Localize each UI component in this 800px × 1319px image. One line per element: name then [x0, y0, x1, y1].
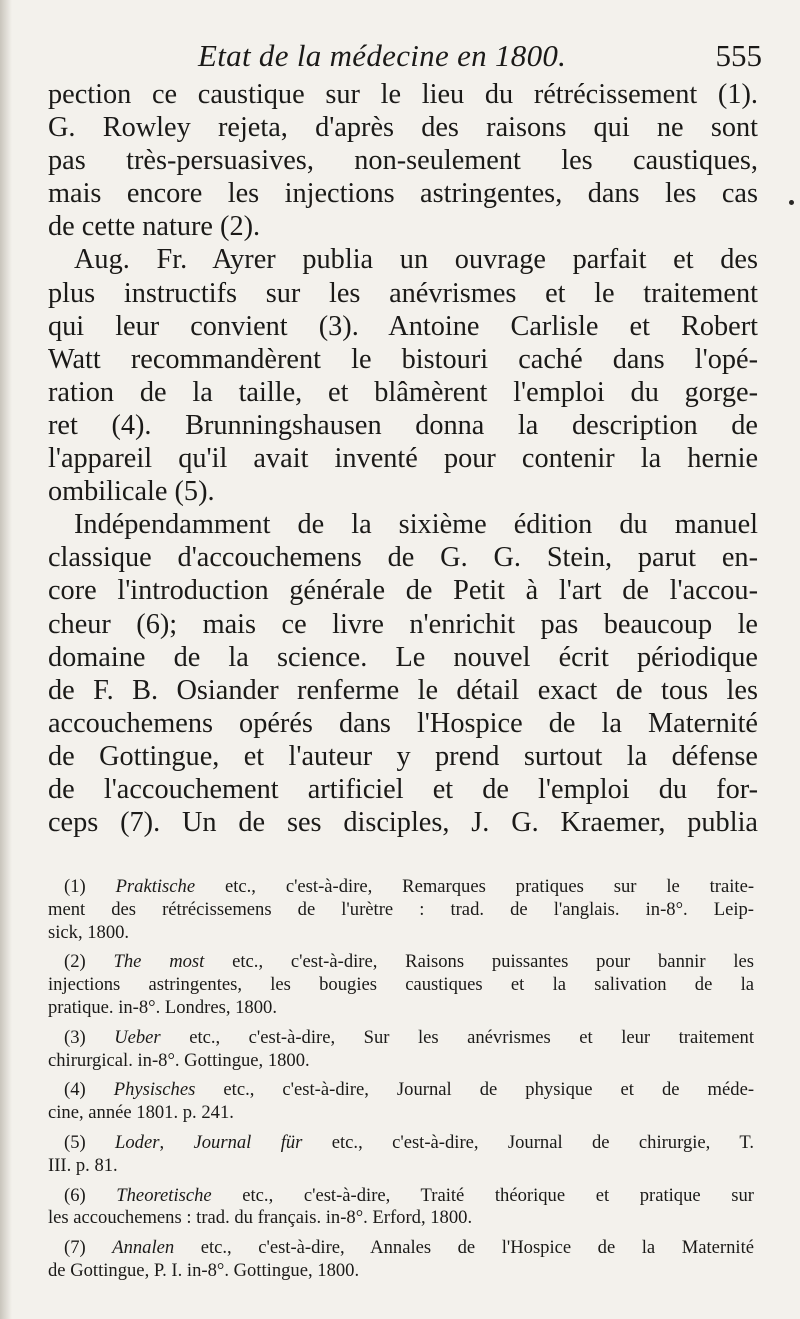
footnote-line: pratique. in-8°. Londres, 1800. [48, 996, 277, 1018]
footnote-title: Loder [115, 1131, 160, 1153]
text-line: de l'accouchement artificiel et de l'emploi du for- [48, 773, 758, 805]
footnote-text: etc., c'est-à-dire, Raisons puissantes pour bannir les [232, 951, 754, 973]
page-number: 555 [715, 38, 762, 73]
text-line: cheur (6); mais ce livre n'enrichit pas beaucoup le [48, 608, 758, 640]
text-line: de Gottingue, et l'auteur y prend surtout la défense [48, 740, 758, 772]
footnote-number: (5) [64, 1131, 86, 1153]
footnote-number: (3) [64, 1026, 86, 1048]
footnote-text: etc., c'est-à-dire, Remarques pratiques sur le traite- [224, 876, 755, 897]
text-line: mais encore les injections astringentes, dans les cas [48, 178, 758, 210]
footnote-line: cine, année 1801. p. 241. [48, 1102, 234, 1124]
footnote-text: etc., c'est-à-dire, Journal de chirurgie, T. [331, 1131, 754, 1153]
footnote-line: injections astringentes, les bougies caustiques et la salivation de la [48, 974, 754, 996]
footnote-title: Theoretische [116, 1184, 212, 1206]
running-title: Etat de la médecine en 1800. [198, 38, 567, 73]
footnote-text: etc., c'est-à-dire, Sur les anévrismes et leur traitement [189, 1026, 754, 1048]
text-line: plus instructifs sur les anévrismes et le traitement [48, 277, 758, 309]
footnote-line: ment des rétrécissemens de l'urètre : trad. de l'anglais. in-8°. Leip- [48, 898, 754, 920]
footnote-line [48, 951, 754, 974]
footnote-line [48, 1027, 754, 1050]
text-line: Indépendamment de la sixième édition du manuel [74, 509, 758, 541]
footnote [48, 1185, 754, 1231]
footnote-number: (2) [64, 951, 86, 973]
footnote-number: (6) [64, 1184, 86, 1206]
footnote-title: Physisches [113, 1079, 196, 1101]
footnote [48, 1132, 754, 1178]
footnote-line: sick, 1800. [48, 921, 130, 943]
text-line: Aug. Fr. Ayrer publia un ouvrage parfait et des [74, 244, 758, 276]
text-line: qui leur convient (3). Antoine Carlisle et Robert [48, 310, 758, 342]
text-line: pas très-persuasives, non-seulement les caustiques, [48, 145, 758, 177]
text-line: domaine de la science. Le nouvel écrit périodique [48, 641, 758, 673]
footnote-text: etc., c'est-à-dire, Annales de l'Hospice de la Maternité [200, 1237, 754, 1259]
text-line: G. Rowley rejeta, d'après des raisons qui ne sont [48, 112, 758, 144]
text-line: l'appareil qu'il avait inventé pour contenir la hernie [48, 443, 758, 475]
text-line: ration de la taille, et blâmèrent l'emploi du gorge- [48, 376, 758, 408]
footnote-line: de Gottingue, P. I. in-8°. Gottingue, 1800. [48, 1259, 360, 1281]
footnote-title: Journal für [193, 1131, 303, 1153]
footnote-line [48, 1237, 754, 1260]
text-line: ceps (7). Un de ses disciples, J. G. Kraemer, publia [48, 807, 758, 839]
footnote-line: chirurgical. in-8°. Gottingue, 1800. [48, 1049, 310, 1071]
footnote-number: (7) [64, 1237, 86, 1259]
footnote-line [48, 1185, 754, 1208]
text-line: Watt recommandèrent le bistouri caché dans l'opé- [48, 343, 758, 375]
text-line: accouchemens opérés dans l'Hospice de la Maternité [48, 707, 758, 739]
footnote [48, 1079, 754, 1125]
footnote-number: (1) [64, 876, 86, 897]
footnote-text: etc., c'est-à-dire, Journal de physique et de méde- [223, 1079, 755, 1101]
text-line: ret (4). Brunningshausen donna la description de [48, 409, 758, 441]
footnote [48, 951, 754, 1019]
footnote-line: III. p. 81. [48, 1154, 118, 1176]
footnote-text: etc., c'est-à-dire, Traité théorique et pratique sur [242, 1184, 754, 1206]
text-line: de cette nature (2). [48, 211, 261, 243]
footnote-line [48, 1079, 754, 1102]
footnote [48, 1027, 754, 1073]
footnote-number: (4) [64, 1079, 86, 1101]
footnote [48, 876, 754, 944]
footnote-line: les accouchemens : trad. du français. in-8°. Erford, 1800. [48, 1207, 473, 1229]
ink-speck [789, 200, 794, 205]
text-line: classique d'accouchemens de G. G. Stein, parut en- [48, 542, 758, 574]
footnote-title: Ueber [114, 1026, 161, 1048]
footnote-title: The most [113, 951, 205, 973]
footnote [48, 1237, 754, 1283]
footnote-title: Praktische [115, 876, 196, 897]
page-header [48, 38, 762, 78]
text-line: core l'introduction générale de Petit à l'art de l'accou- [48, 575, 758, 607]
footnote-line [48, 876, 754, 899]
text-line: ombilicale (5). [48, 476, 215, 508]
text-line: pection ce caustique sur le lieu du rétrécissement (1). [48, 79, 758, 110]
footnotes [48, 876, 754, 1290]
footnote-line: (5) Loder, Journal für etc., c'est-à-dire, Journal de chirurgie, T. [64, 1131, 754, 1153]
text-line: de F. B. Osiander renferme le détail exact de tous les [48, 674, 758, 706]
page-binding-edge [0, 0, 12, 1319]
body-text [48, 78, 758, 839]
footnote-title: Annalen [112, 1237, 175, 1259]
